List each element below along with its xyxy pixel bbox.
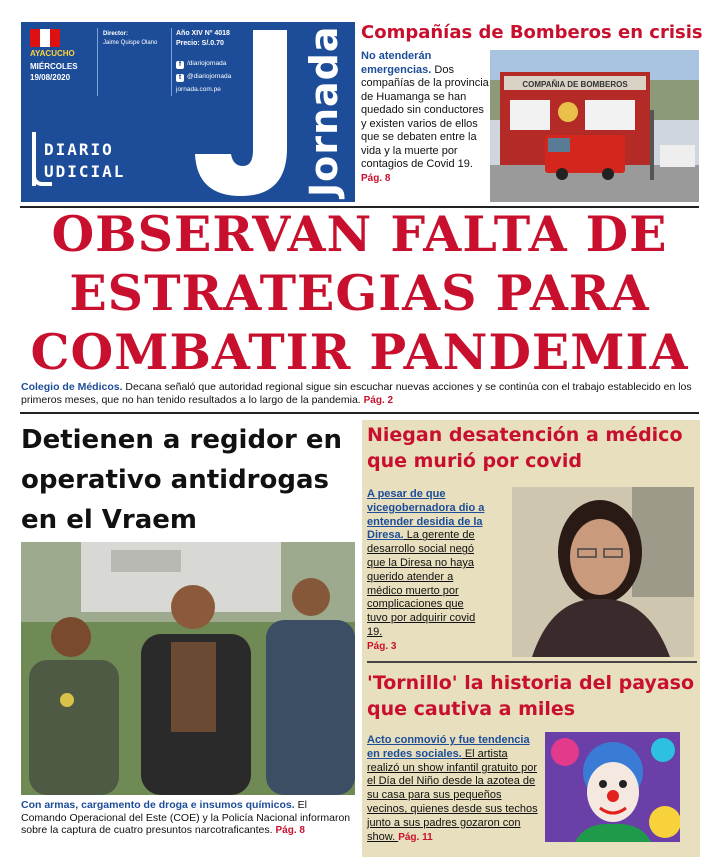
doctor-text	[367, 488, 487, 654]
clown-body: El artista realizó un show infantil gratuito por el Día del Niño desde la azotea de su casa para sus pequeños vecinos, quienes desde sus techos junto a sus padres gozaron con show.	[367, 747, 538, 843]
jornada-logo-word: Jornada	[302, 25, 346, 197]
vraem-page-ref[interactable]: Pág. 8	[275, 825, 305, 836]
fire-station-photo	[490, 50, 699, 202]
diario-judicial-logo	[32, 132, 182, 190]
vraem-caption	[21, 799, 355, 838]
doctor-body: La gerente de desarrollo social negó que la Diresa no haya querido atender a médico muerto por complicaciones que tuvo por adquirir covid 19.	[367, 529, 476, 638]
edition-number: Año XIV Nº 4018	[176, 30, 230, 37]
main-headline[interactable]	[20, 205, 699, 382]
masthead-city: AYACUCHO	[30, 49, 75, 58]
diario-judicial-line2: UDICIAL	[44, 162, 126, 181]
masthead	[21, 22, 355, 202]
clown-lead: Acto conmovió y fue tendencia en redes sociales.	[367, 734, 530, 760]
vraem-title[interactable]: Detienen a regidor en operativo antidrogas en el Vraem	[21, 425, 342, 535]
facebook-icon: f	[176, 61, 184, 69]
right-column	[362, 420, 700, 857]
masthead-date: 19/08/2020	[30, 73, 71, 82]
website-url: jornada.com.pe	[176, 86, 221, 93]
masthead-divider	[171, 28, 172, 96]
clown-photo	[545, 732, 680, 842]
main-summary-body: Decana señaló que autoridad regional sigue sin escuchar nuevas acciones y se continúa con el trabajo establecido en los primeros meses, que no han tenido resultados a lo largo de la pandemia.	[21, 381, 692, 406]
vraem-caption-body: El Comando Operacional del Este (COE) y la Policía Nacional informaron sobre la captura de cuatro presuntos narcotraficantes.	[21, 799, 351, 836]
fire-station-sign: COMPAÑIA DE BOMBEROS	[522, 80, 628, 89]
doctor-title[interactable]: Niegan desatención a médico que murió por covid	[367, 424, 683, 472]
vraem-caption-lead: Con armas, cargamento de droga e insumos químicos.	[21, 799, 295, 811]
main-headline-line: OBSERVAN FALTA DE	[51, 205, 668, 263]
director-label: Director:	[103, 31, 129, 37]
doctor-page-ref[interactable]: Pág. 3	[367, 640, 397, 652]
masthead-day: MIÉRCOLES	[30, 62, 78, 71]
firefighters-title[interactable]: Compañías de Bomberos en crisis	[361, 22, 703, 43]
clown-text	[367, 734, 542, 844]
clown-page-ref[interactable]: Pág. 11	[398, 831, 433, 843]
firefighters-text	[361, 50, 489, 185]
masthead-divider	[97, 28, 98, 96]
director-name: Jaime Quispe Olano	[103, 40, 158, 46]
main-page-ref[interactable]: Pág. 2	[363, 395, 394, 406]
edition-price: Precio: S/.0.70	[176, 40, 224, 47]
right-column-rule	[367, 661, 697, 663]
main-summary-lead: Colegio de Médicos.	[21, 381, 123, 393]
facebook-handle: /diariojornada	[187, 60, 227, 67]
masthead-director	[103, 30, 157, 48]
main-headline-line: COMBATIR PANDEMIA	[30, 323, 689, 381]
firefighters-body: Dos compañías de la provincia de Huamanga se han quedado sin conductores y existen varios de ellos que se debaten entre la vida y la muerte por contagios de Covid 19.	[361, 63, 489, 170]
official-photo	[512, 487, 694, 657]
detainees-photo	[21, 542, 355, 795]
clown-title[interactable]: 'Tornillo' la historia del payaso que cautiva a miles	[367, 672, 694, 720]
firefighters-page-ref[interactable]: Pág. 8	[361, 172, 391, 184]
diario-judicial-line1: DIARIO	[44, 140, 114, 159]
section-rule	[20, 412, 699, 414]
main-headline-line: ESTRATEGIAS PARA	[69, 264, 650, 322]
peru-flag-icon	[30, 29, 60, 47]
jornada-j-logo-icon	[191, 30, 295, 198]
twitter-handle: @diariojornada	[187, 73, 232, 80]
doctor-lead: A pesar de que vicegobernadora dio a entender desidia de la Diresa.	[367, 488, 485, 542]
main-summary	[21, 381, 699, 407]
firefighters-lead: No atenderán emergencias.	[361, 50, 432, 76]
twitter-icon: t	[176, 74, 184, 82]
